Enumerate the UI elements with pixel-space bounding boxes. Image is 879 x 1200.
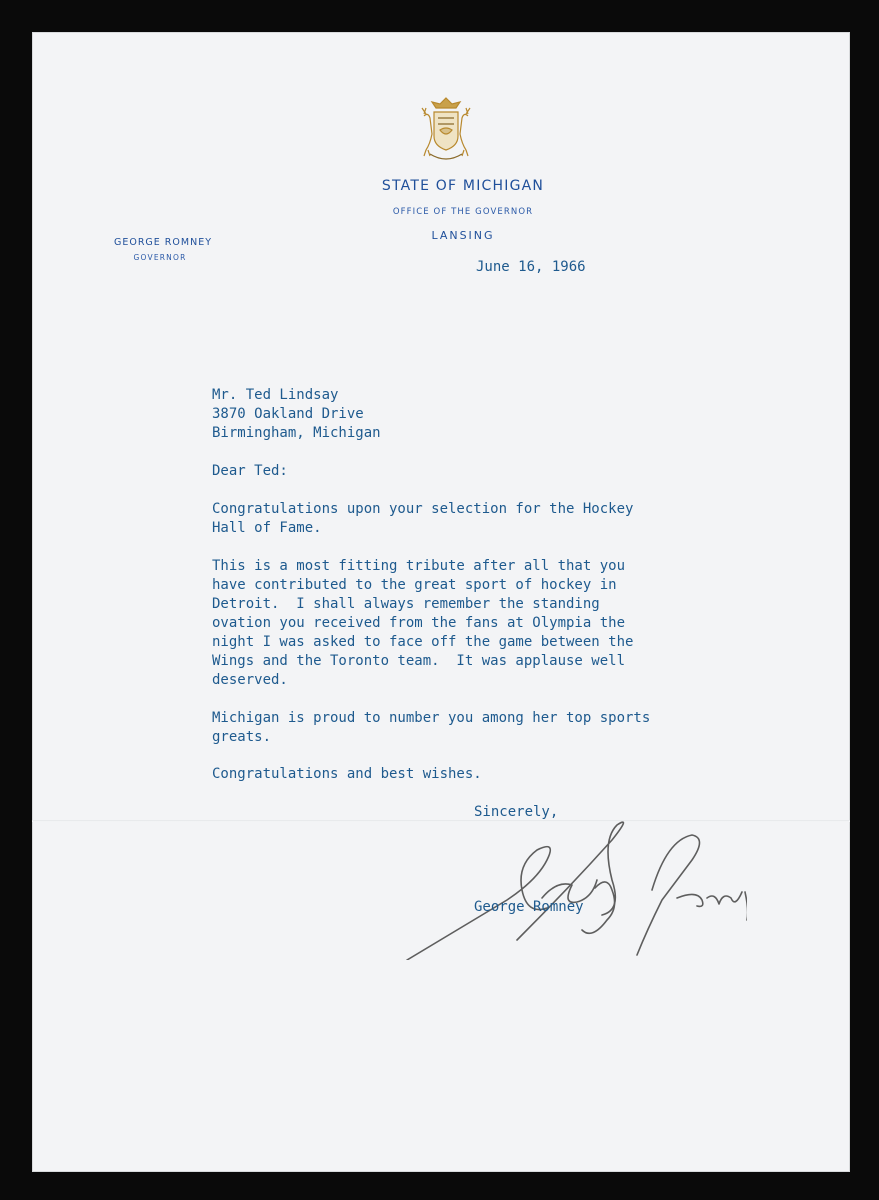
paragraph-congratulations — [212, 500, 732, 538]
letter-date: June 16, 1966 — [476, 259, 586, 275]
closing: Sincerely, — [474, 804, 559, 820]
paragraph-line: Detroit. I shall always remember the standing — [212, 596, 600, 612]
paragraph-line: Congratulations and best wishes. — [212, 766, 482, 782]
paragraph-line: have contributed to the great sport of hockey in — [212, 577, 617, 593]
signer-name: George Romney — [474, 899, 584, 915]
governor-name: GEORGE ROMNEY — [113, 237, 212, 248]
letterhead-office: OFFICE OF THE GOVERNOR — [392, 207, 534, 217]
paragraph-line: ovation you received from the fans at Olympia the — [212, 615, 626, 631]
letterhead-state: STATE OF MICHIGAN — [381, 178, 545, 194]
michigan-seal-icon — [416, 94, 476, 166]
paragraph-line: Hall of Fame. — [212, 520, 322, 536]
letter-page — [32, 32, 850, 1172]
governor-title: GOVERNOR — [133, 253, 187, 262]
recipient-address — [212, 386, 381, 443]
paragraph-michigan-proud — [212, 709, 732, 747]
handwritten-signature — [397, 780, 747, 960]
paragraph-line: deserved. — [212, 672, 288, 688]
letterhead-city: LANSING — [431, 229, 495, 242]
paragraph-line: greats. — [212, 729, 272, 745]
paragraph-line: Michigan is proud to number you among her top sports — [212, 710, 651, 726]
paragraph-line: Congratulations upon your selection for the Hockey — [212, 501, 634, 517]
paragraph-line: Wings and the Toronto team. It was applause well — [212, 653, 626, 669]
paragraph-line: This is a most fitting tribute after all that you — [212, 558, 626, 574]
address-line: Mr. Ted Lindsay — [212, 387, 339, 403]
paragraph-line: night I was asked to face off the game between the — [212, 634, 634, 650]
address-line: 3870 Oakland Drive — [212, 406, 364, 422]
address-line: Birmingham, Michigan — [212, 425, 381, 441]
paragraph-tribute — [212, 557, 732, 690]
salutation: Dear Ted: — [212, 463, 288, 479]
